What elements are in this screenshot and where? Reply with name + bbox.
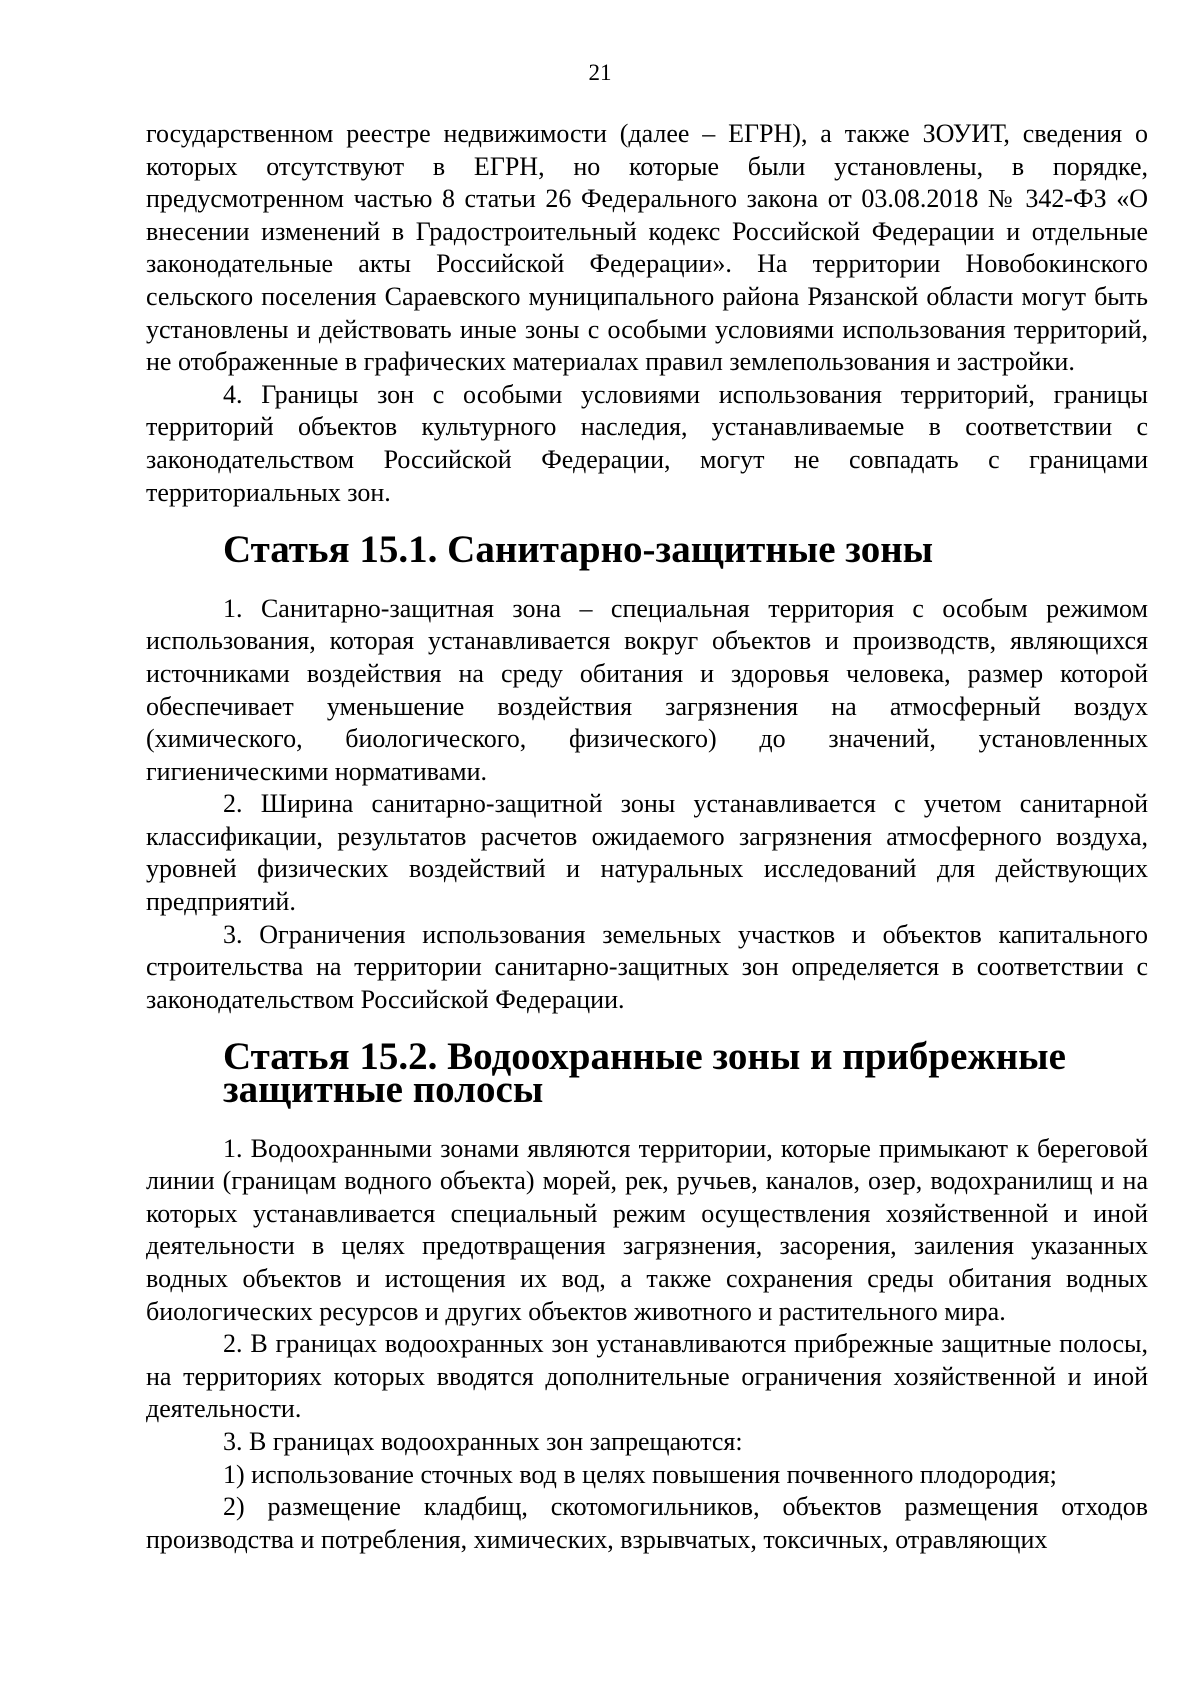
article-15-2-title: Статья 15.2. Водоохранные зоны и прибрежные защитные полосы — [223, 1035, 1066, 1112]
paragraph-item-4: 4. Границы зон с особыми условиями использования территорий, границы территорий объектов культурного наследия, устанавливаемые в соответствии с законодательством Российской Федерации, могут не совпадать с границами территориальных зон. — [146, 379, 1148, 507]
article-15-1-paragraph-1: 1. Санитарно-защитная зона – специальная территория с особым режимом использования, которая устанавливается вокруг объектов и производств, являющихся источниками воздействия на среду обитания и здоровья человека, размер которой обеспечивает уменьшение воздействия загрязнения на атмосферный воздух (химического, биологического, физического) до значений, установленных гигиеническими нормативами. — [146, 593, 1148, 786]
article-15-2-subitem-2: 2) размещение кладбищ, скотомогильников, объектов размещения отходов производства и потребления, химических, взрывчатых, токсичных, отравляющих — [146, 1492, 1148, 1554]
article-15-1-paragraph-3: 3. Ограничения использования земельных участков и объектов капитального строительства на территории санитарно-защитных зон определяется в соответствии с законодательством Российской Федерации. — [146, 919, 1148, 1014]
article-15-2-paragraph-3: 3. В границах водоохранных зон запрещаются: — [223, 1426, 743, 1456]
paragraph-continuation: государственном реестре недвижимости (далее – ЕГРН), а также ЗОУИТ, сведения о которых отсутствуют в ЕГРН, но которые были установлены, в порядке, предусмотренном частью 8 статьи 26 Федерального закона от 03.08.2018 № 342-ФЗ «О внесении изменений в Градостроительный кодекс Российской Федерации и отдельные законодательные акты Российской Федерации». На территории Новобокинского сельского поселения Сараевского муниципального района Рязанской области могут быть установлены и действовать иные зоны с особыми условиями использования территорий, не отображенные в графических материалах правил землепользования и застройки. — [146, 119, 1148, 377]
article-15-2-paragraph-1: 1. Водоохранными зонами являются территории, которые примыкают к береговой линии (границам водного объекта) морей, рек, ручьев, каналов, озер, водохранилищ и на которых устанавливается специальный режим осуществления хозяйственной и иной деятельности в целях предотвращения загрязнения, засорения, заиления указанных водных объектов и истощения их вод, а также сохранения среды обитания водных биологических ресурсов и других объектов животного и растительного мира. — [146, 1133, 1148, 1326]
article-15-1-title: Статья 15.1. Санитарно-защитные зоны — [223, 528, 934, 572]
article-15-2-paragraph-2: 2. В границах водоохранных зон устанавливаются прибрежные защитные полосы, на территориях которых вводятся дополнительные ограничения хозяйственной и иной деятельности. — [146, 1329, 1148, 1424]
article-15-1-paragraph-2: 2. Ширина санитарно-защитной зоны устанавливается с учетом санитарной классификации, результатов расчетов ожидаемого загрязнения атмосферного воздуха, уровней физических воздействий и натуральных исследований для действующих предприятий. — [146, 789, 1148, 917]
document-body — [146, 118, 1148, 1556]
page-number: 21 — [588, 60, 612, 85]
article-15-2-subitem-1: 1) использование сточных вод в целях повышения почвенного плодородия; — [223, 1459, 1057, 1489]
